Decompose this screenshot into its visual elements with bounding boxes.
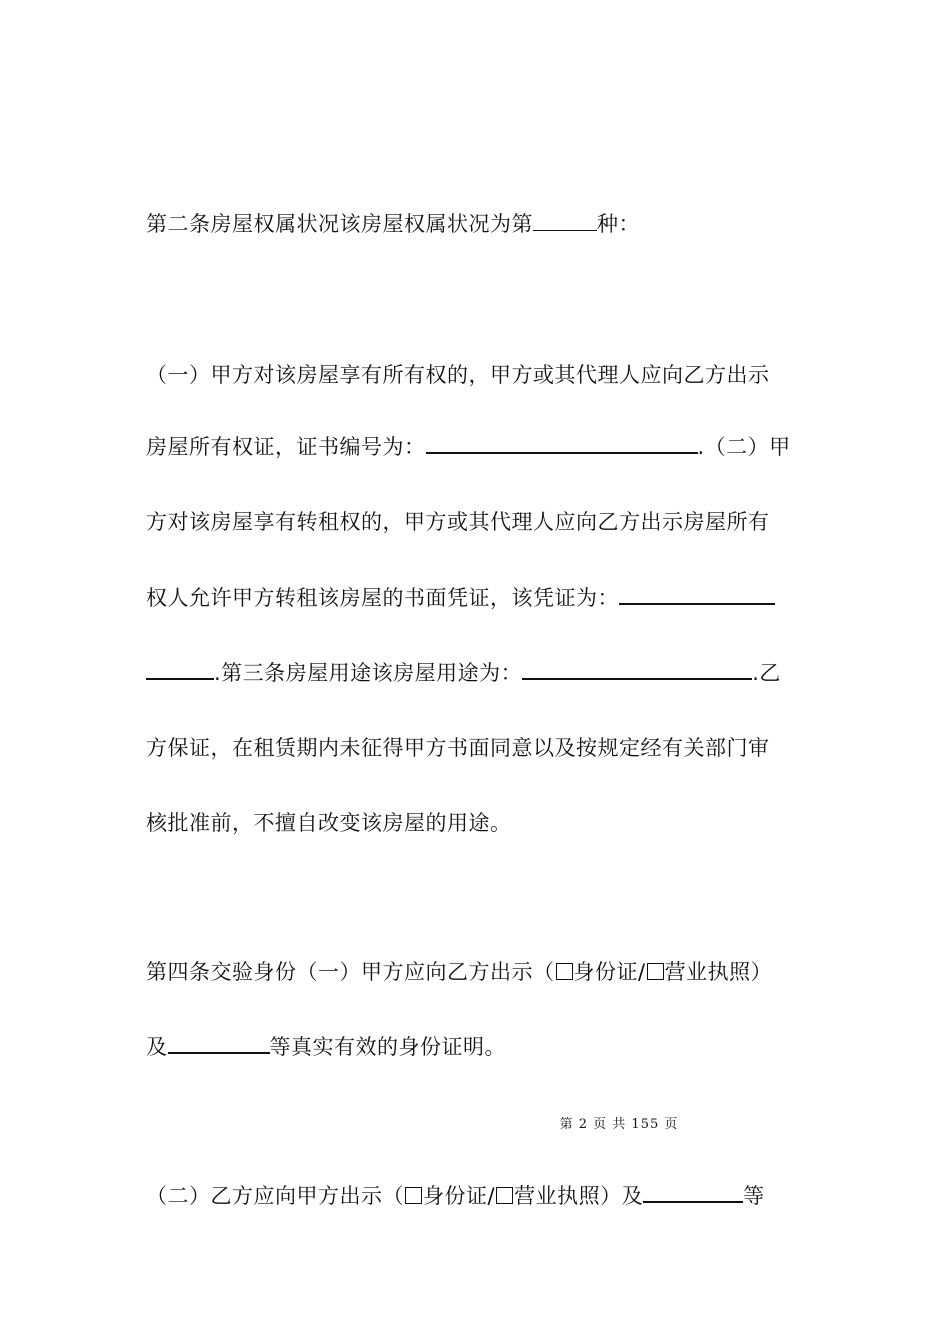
text-segment: 第二条房屋权属状况该房屋权属状况为第 [146,212,533,236]
paragraph-line [146,808,512,838]
text-segment: 营业执照）及 [514,1184,644,1208]
text-segment: .第三条房屋用途该房屋用途为： [214,661,523,685]
usage-blank[interactable] [522,658,752,680]
certificate-blank-continued[interactable] [146,658,214,680]
text-segment: （一）甲方对该房屋享有所有权的，甲方或其代理人应向乙方出示 [146,363,770,387]
text-segment: 权人允许甲方转租该房屋的书面凭证，该凭证为： [146,586,619,610]
text-segment: 第四条交验身份（一）甲方应向乙方出示（ [146,960,555,984]
text-segment: 方保证，在租赁期内未征得甲方书面同意以及按规定经有关部门审 [146,736,770,760]
text-segment: 身份证/ [423,1184,496,1208]
clause-2-title-line [146,209,640,239]
text-segment: 等 [743,1184,765,1208]
business-license-checkbox-icon[interactable] [496,1187,513,1204]
text-segment: 种： [597,212,640,236]
identity-doc-blank[interactable] [168,1032,270,1054]
text-segment: 身份证/ [573,960,646,984]
text-segment: .乙 [752,661,781,685]
certificate-blank[interactable] [619,583,775,605]
text-segment: 核批准前，不擅自改变该房屋的用途。 [146,811,512,835]
text-segment: 等真实有效的身份证明。 [269,1035,506,1059]
paragraph-line [146,1181,765,1211]
text-segment: 方对该房屋享有转租权的，甲方或其代理人应向乙方出示房屋所有 [146,510,770,534]
paragraph-line [146,1032,506,1062]
text-segment: 及 [146,1035,168,1059]
paragraph-line [146,658,781,688]
fill-blank[interactable] [533,210,597,231]
id-card-checkbox-icon[interactable] [405,1187,422,1204]
certificate-number-blank[interactable] [426,432,698,454]
id-card-checkbox-icon[interactable] [556,963,573,980]
paragraph-line [146,733,770,763]
paragraph-line [146,360,770,390]
clause-4-title-line [146,957,772,987]
text-segment: .（二）甲 [697,435,791,459]
page-footer: 第 2 页 共 155 页 [559,1117,679,1132]
business-license-checkbox-icon[interactable] [647,963,664,980]
paragraph-line [146,507,770,537]
text-segment: （二）乙方应向甲方出示（ [146,1184,404,1208]
text-segment: 房屋所有权证，证书编号为： [146,435,426,459]
text-segment: 营业执照） [664,960,773,984]
paragraph-line [146,432,791,462]
identity-doc-blank[interactable] [643,1181,743,1203]
paragraph-line [146,583,775,613]
